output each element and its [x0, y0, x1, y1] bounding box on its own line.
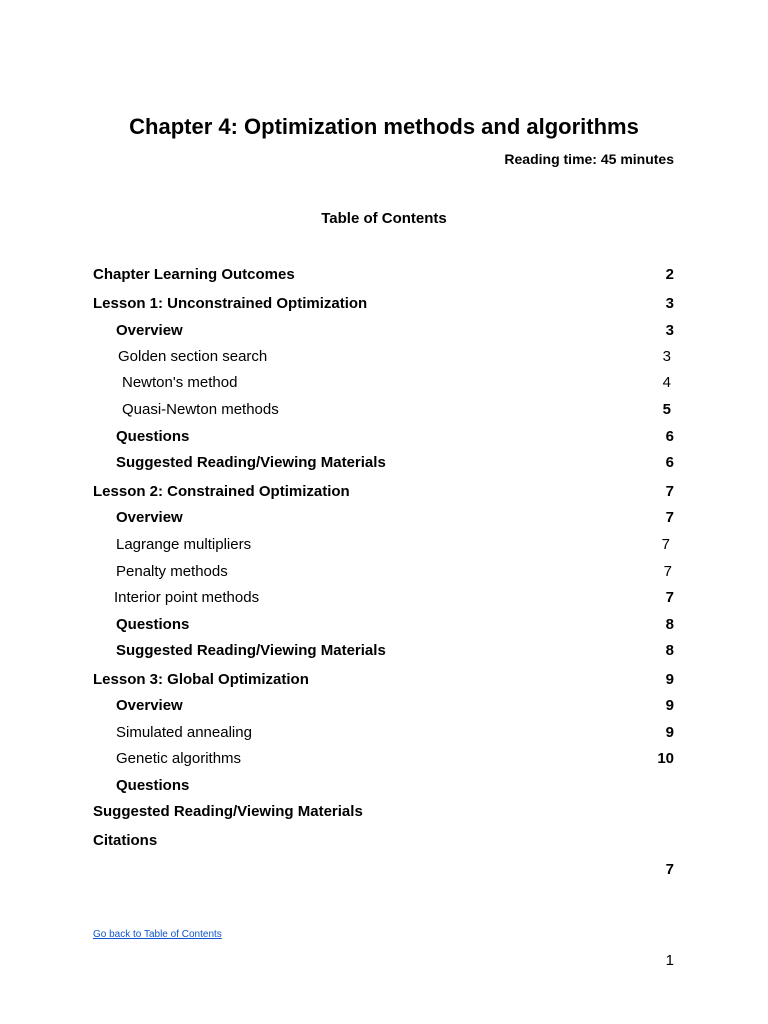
- page-title: Chapter 4: Optimization methods and algorithms: [129, 114, 639, 139]
- footer-page-number: 1: [665, 952, 674, 969]
- back-to-toc-link[interactable]: Go back to Table of Contents: [93, 929, 222, 940]
- toc-page-simulated-annealing: 9: [665, 724, 674, 741]
- toc-page-l1-overview: 3: [665, 322, 674, 339]
- toc-page-golden-section: 3: [662, 348, 671, 365]
- toc-entry-lagrange[interactable]: Lagrange multipliers: [116, 536, 252, 553]
- toc-entry-simulated-annealing[interactable]: Simulated annealing: [116, 724, 252, 741]
- toc-page-newtons-method: 4: [662, 374, 671, 391]
- toc-page-l2-reading: 8: [665, 642, 674, 659]
- toc-page-l2-overview: 7: [665, 509, 674, 526]
- toc-entry-newtons-method[interactable]: Newton's method: [122, 374, 238, 391]
- toc-entry-l1-overview[interactable]: Overview: [116, 322, 183, 339]
- toc-page-quasi-newton: 5: [662, 401, 671, 418]
- toc-page-lagrange: 7: [661, 536, 670, 553]
- toc-page-lesson-2: 7: [665, 483, 674, 500]
- toc-entry-genetic-algorithms[interactable]: Genetic algorithms: [116, 750, 242, 767]
- toc-page-l1-questions: 6: [665, 428, 674, 445]
- toc-page-l1-reading: 6: [665, 454, 674, 471]
- toc-entry-l3-overview[interactable]: Overview: [116, 697, 183, 714]
- toc-page-interior-point: 7: [665, 589, 674, 606]
- toc-page-genetic-algorithms: 10: [657, 750, 674, 767]
- toc-page-chapter-outcomes: 2: [665, 266, 674, 283]
- toc-page-l2-questions: 8: [665, 616, 674, 633]
- toc-entry-chapter-outcomes[interactable]: Chapter Learning Outcomes: [93, 266, 295, 283]
- toc-entry-l3-questions[interactable]: Questions: [116, 777, 190, 794]
- toc-entry-penalty[interactable]: Penalty methods: [116, 563, 228, 580]
- toc-entry-l2-overview[interactable]: Overview: [116, 509, 183, 526]
- toc-entry-lesson-2[interactable]: Lesson 2: Constrained Optimization: [93, 483, 350, 500]
- toc-page-penalty: 7: [663, 563, 672, 580]
- toc-entry-l1-reading[interactable]: Suggested Reading/Viewing Materials: [116, 454, 386, 471]
- toc-entry-l1-questions[interactable]: Questions: [116, 428, 190, 445]
- toc-entry-lesson-3[interactable]: Lesson 3: Global Optimization: [93, 671, 309, 688]
- reading-time: Reading time: 45 minutes: [504, 151, 674, 167]
- toc-heading: Table of Contents: [321, 210, 447, 227]
- toc-stray-page-number: 7: [665, 861, 674, 878]
- toc-page-l3-overview: 9: [665, 697, 674, 714]
- toc-entry-quasi-newton[interactable]: Quasi-Newton methods: [122, 401, 279, 418]
- toc-entry-l2-reading[interactable]: Suggested Reading/Viewing Materials: [116, 642, 386, 659]
- toc-entry-citations[interactable]: Citations: [93, 832, 158, 849]
- toc-entry-l2-questions[interactable]: Questions: [116, 616, 190, 633]
- toc-entry-lesson-1[interactable]: Lesson 1: Unconstrained Optimization: [93, 295, 368, 312]
- toc-entry-l3-reading[interactable]: Suggested Reading/Viewing Materials: [93, 803, 363, 820]
- toc-page-lesson-1: 3: [665, 295, 674, 312]
- toc-entry-golden-section[interactable]: Golden section search: [118, 348, 268, 365]
- toc-entry-interior-point[interactable]: Interior point methods: [114, 589, 260, 606]
- toc-page-lesson-3: 9: [665, 671, 674, 688]
